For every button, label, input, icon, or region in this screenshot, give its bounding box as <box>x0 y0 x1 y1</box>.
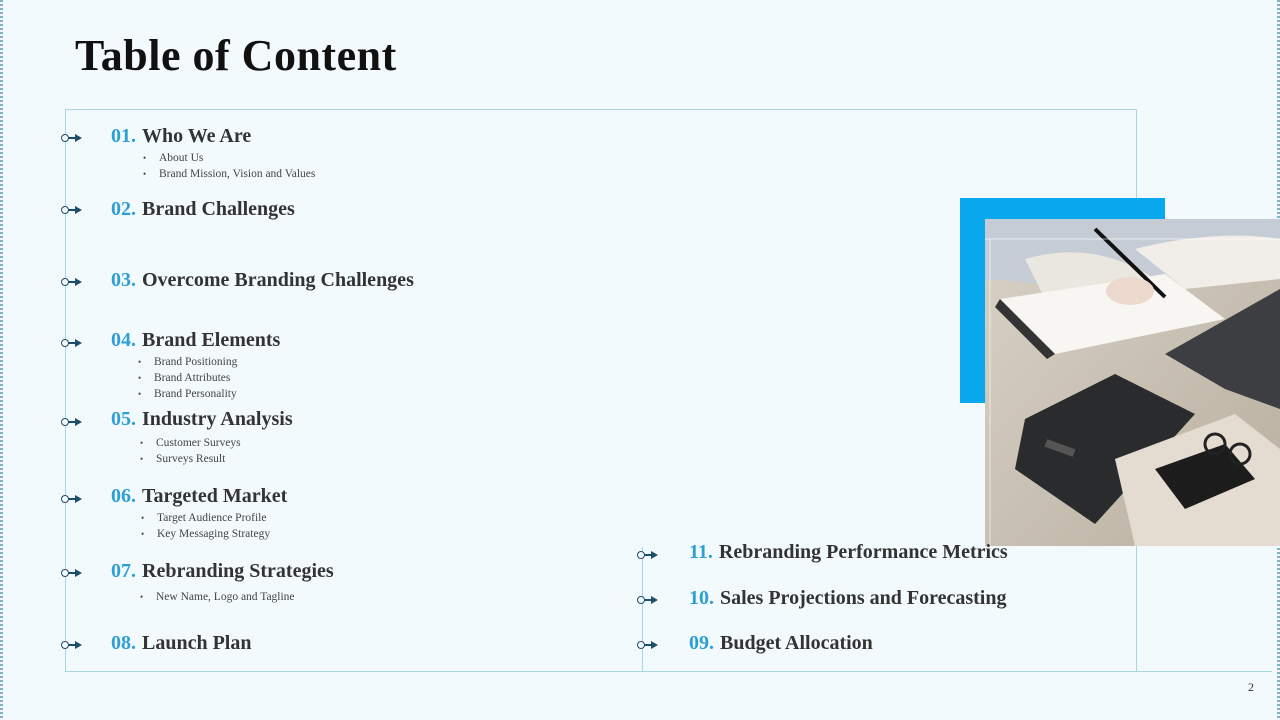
arrow-marker-icon <box>61 338 83 348</box>
item-number: 03. <box>111 269 136 291</box>
item-number: 04. <box>111 329 136 351</box>
toc-item-02[interactable] <box>111 198 295 221</box>
item-number: 05. <box>111 408 136 430</box>
sub-item: • Target Audience Profile <box>139 510 287 526</box>
item-label: Who We Are <box>142 125 252 147</box>
toc-item-03[interactable] <box>111 269 414 292</box>
item-number: 06. <box>111 485 136 507</box>
item-number: 07. <box>111 560 136 582</box>
item-label: Launch Plan <box>142 632 252 654</box>
toc-item-08[interactable] <box>111 632 251 655</box>
item-label: Sales Projections and Forecasting <box>720 587 1007 609</box>
arrow-marker-icon <box>61 494 83 504</box>
sub-item: • About Us <box>141 150 315 166</box>
sub-item: • Customer Surveys <box>138 435 293 451</box>
arrow-marker-icon <box>61 640 83 650</box>
item-label: Targeted Market <box>142 485 288 507</box>
item-number: 08. <box>111 632 136 654</box>
frame-divider <box>1136 671 1272 672</box>
arrow-marker-icon <box>61 417 83 427</box>
toc-item-09[interactable] <box>689 632 873 655</box>
sub-item: • Brand Mission, Vision and Values <box>141 166 315 182</box>
item-label: Brand Challenges <box>142 198 295 220</box>
left-dotted-edge <box>0 0 3 720</box>
sub-item: • New Name, Logo and Tagline <box>138 589 334 605</box>
item-label: Brand Elements <box>142 329 281 351</box>
item-number: 10. <box>689 587 714 609</box>
item-number: 11. <box>689 541 713 563</box>
arrow-marker-icon <box>61 568 83 578</box>
item-number: 09. <box>689 632 714 654</box>
arrow-marker-icon <box>61 277 83 287</box>
sub-item: • Brand Attributes <box>136 370 280 386</box>
arrow-marker-icon <box>637 640 659 650</box>
toc-item-01[interactable] <box>111 125 315 182</box>
sub-item: • Brand Personality <box>136 386 280 402</box>
arrow-marker-icon <box>61 205 83 215</box>
sub-item: • Key Messaging Strategy <box>139 526 287 542</box>
item-label: Rebranding Strategies <box>142 560 334 582</box>
toc-item-10[interactable] <box>689 587 1006 610</box>
sub-item: • Surveys Result <box>138 451 293 467</box>
arrow-marker-icon <box>637 550 659 560</box>
item-label: Budget Allocation <box>720 632 873 654</box>
arrow-marker-icon <box>61 133 83 143</box>
item-number: 01. <box>111 125 136 147</box>
toc-item-07[interactable] <box>111 560 334 605</box>
item-label: Industry Analysis <box>142 408 293 430</box>
desk-writing-photo <box>985 219 1280 546</box>
page-title: Table of Content <box>75 31 397 80</box>
toc-item-05[interactable] <box>111 408 293 467</box>
item-label: Rebranding Performance Metrics <box>718 541 1008 563</box>
item-label: Overcome Branding Challenges <box>142 269 414 291</box>
toc-item-06[interactable] <box>111 485 287 542</box>
item-number: 02. <box>111 198 136 220</box>
right-column-line <box>642 547 643 672</box>
sub-item: • Brand Positioning <box>136 354 280 370</box>
arrow-marker-icon <box>637 595 659 605</box>
toc-item-11[interactable] <box>689 541 1008 564</box>
toc-item-04[interactable] <box>111 329 280 402</box>
page-number: 2 <box>1248 680 1254 694</box>
